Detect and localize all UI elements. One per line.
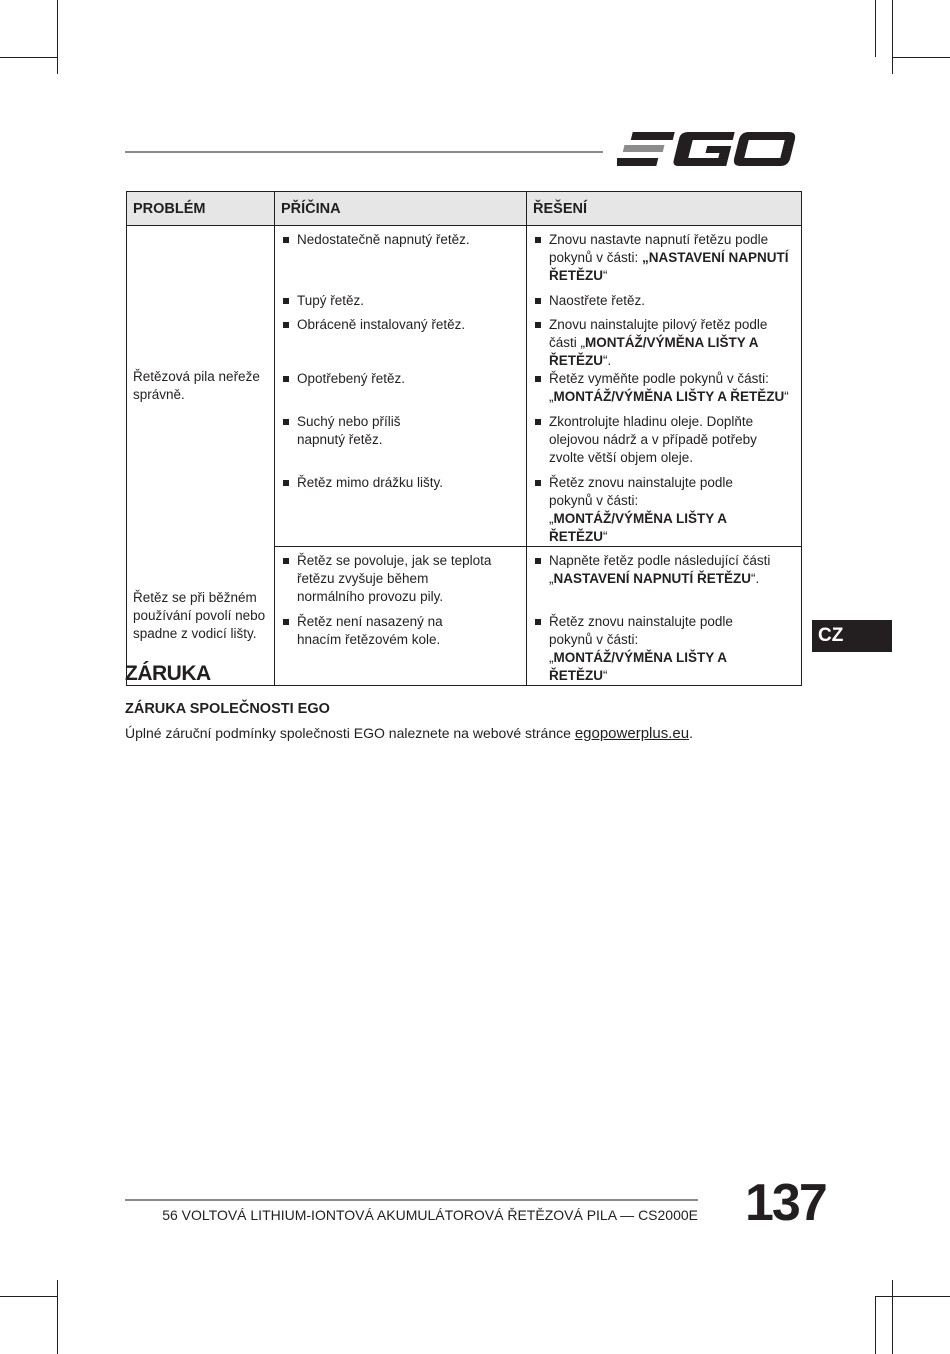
warranty-text: Úplné záruční podmínky společnosti EGO naleznete na webové stránce egopowerplus.eu.	[125, 725, 693, 742]
solution-item: Znovu nastavte napnutí řetězu podle pokynů v části: „NASTAVENÍ NAPNUTÍ ŘETĚZU“	[527, 231, 801, 285]
crop-mark	[0, 1296, 57, 1297]
solution-item: Napněte řetěz podle následující části „NASTAVENÍ NAPNUTÍ ŘETĚZU“.	[527, 552, 801, 588]
page-number: 137	[745, 1174, 826, 1232]
warranty-link[interactable]: egopowerplus.eu	[574, 725, 690, 742]
header-problem: PROBLÉM	[127, 192, 275, 226]
header-cause: PŘÍČINA	[275, 192, 527, 226]
crop-mark	[57, 0, 58, 74]
ego-logo	[617, 131, 799, 171]
solution-item: Řetěz vyměňte podle pokynů v části: „MONTÁŽ/VÝMĚNA LIŠTY A ŘETĚZU“	[527, 370, 801, 406]
cause-item: Tupý řetěz.	[275, 292, 526, 310]
table-row	[127, 226, 802, 293]
cause-item: Nedostatečně napnutý řetěz.	[275, 231, 526, 249]
problem-cell: Řetězová pila neřeže správně.	[127, 226, 275, 547]
crop-mark	[892, 0, 893, 74]
warranty-subtitle: ZÁRUKA SPOLEČNOSTI EGO	[125, 701, 330, 717]
header-solution: ŘEŠENÍ	[527, 192, 802, 226]
cause-item: Obráceně instalovaný řetěz.	[275, 316, 526, 334]
crop-mark	[875, 1296, 950, 1297]
table-header-row	[127, 192, 802, 226]
table-row	[127, 547, 802, 614]
language-tab: CZ	[812, 620, 892, 652]
solution-item: Řetěz znovu nainstalujte podle pokynů v části: „MONTÁŽ/VÝMĚNA LIŠTY A ŘETĚZU“	[527, 474, 801, 546]
crop-mark	[892, 57, 950, 58]
troubleshooting-table	[126, 191, 802, 686]
solution-item: Řetěz znovu nainstalujte podle pokynů v části: „MONTÁŽ/VÝMĚNA LIŠTY A ŘETĚZU“	[527, 613, 801, 685]
footer-rule	[125, 1199, 698, 1201]
solution-item: Naostřete řetěz.	[527, 292, 801, 310]
footer-title: 56 VOLTOVÁ LITHIUM-IONTOVÁ AKUMULÁTOROVÁ ŘETĚZOVÁ PILA — CS2000E	[162, 1207, 698, 1223]
warranty-title: ZÁRUKA	[125, 662, 211, 685]
crop-mark	[57, 1280, 58, 1354]
cause-item: Řetěz mimo drážku lišty.	[275, 474, 526, 492]
crop-mark	[875, 0, 876, 57]
problem-cell: Řetěz se při běžném používání povolí nebo spadne z vodicí lišty.	[127, 547, 275, 686]
solution-item: Znovu nainstalujte pilový řetěz podle části „MONTÁŽ/VÝMĚNA LIŠTY A ŘETĚZU“.	[527, 316, 801, 370]
cause-item: Suchý nebo příliš napnutý řetěz.	[275, 413, 526, 449]
cause-item: Řetěz není nasazený na hnacím řetězovém kole.	[275, 613, 526, 649]
cause-item: Opotřebený řetěz.	[275, 370, 526, 388]
crop-mark	[875, 1296, 876, 1354]
header-rule	[125, 151, 603, 153]
cause-item: Řetěz se povoluje, jak se teplota řetězu zvyšuje během normálního provozu pily.	[275, 552, 526, 606]
crop-mark	[0, 57, 57, 58]
crop-mark	[892, 1280, 893, 1354]
solution-item: Zkontrolujte hladinu oleje. Doplňte olejovou nádrž a v případě potřeby zvolte větší objem oleje.	[527, 413, 801, 467]
